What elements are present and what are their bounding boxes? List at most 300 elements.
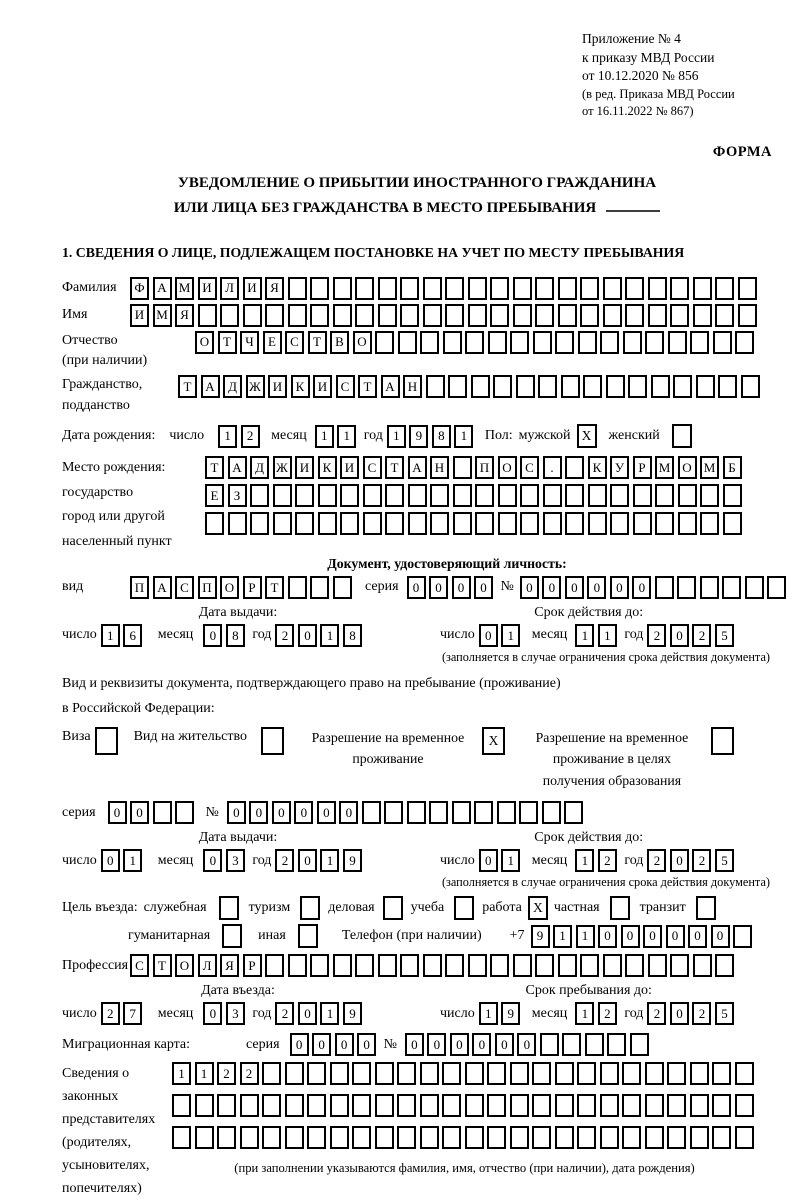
char-cell[interactable] <box>532 1062 551 1085</box>
char-cell[interactable] <box>198 304 217 327</box>
char-cell[interactable] <box>690 331 709 354</box>
char-cell[interactable] <box>610 512 629 535</box>
char-cell[interactable] <box>423 304 442 327</box>
char-cell[interactable]: 2 <box>692 1002 711 1025</box>
char-cell[interactable] <box>645 1062 664 1085</box>
char-cell[interactable] <box>352 1126 371 1149</box>
char-cell[interactable]: А <box>381 375 400 398</box>
char-cell[interactable]: 1 <box>320 849 339 872</box>
char-cell[interactable] <box>577 1126 596 1149</box>
char-cell[interactable] <box>250 512 269 535</box>
char-cell[interactable] <box>622 1094 641 1117</box>
char-cell[interactable]: Е <box>263 331 282 354</box>
char-cell[interactable] <box>318 512 337 535</box>
char-cell[interactable]: 0 <box>495 1033 514 1056</box>
char-cell[interactable]: С <box>520 456 539 479</box>
char-cell[interactable] <box>700 512 719 535</box>
char-cell[interactable] <box>519 801 538 824</box>
char-cell[interactable] <box>610 484 629 507</box>
char-cell[interactable]: Ч <box>240 331 259 354</box>
char-cell[interactable]: 0 <box>474 576 493 599</box>
char-cell[interactable] <box>423 954 442 977</box>
char-cell[interactable]: 1 <box>576 925 595 948</box>
char-cell[interactable] <box>670 954 689 977</box>
char-cell[interactable] <box>513 277 532 300</box>
char-cell[interactable]: Т <box>178 375 197 398</box>
char-cell[interactable] <box>735 1094 754 1117</box>
char-cell[interactable] <box>262 1062 281 1085</box>
char-cell[interactable] <box>468 277 487 300</box>
char-cell[interactable]: И <box>313 375 332 398</box>
char-cell[interactable] <box>565 512 584 535</box>
char-cell[interactable]: 0 <box>632 576 651 599</box>
char-cell[interactable] <box>340 484 359 507</box>
char-cell[interactable] <box>565 456 584 479</box>
char-cell[interactable] <box>715 304 734 327</box>
char-cell[interactable]: 0 <box>688 925 707 948</box>
char-cell[interactable] <box>430 512 449 535</box>
char-cell[interactable] <box>723 484 742 507</box>
char-cell[interactable]: Р <box>243 576 262 599</box>
char-cell[interactable]: Л <box>220 277 239 300</box>
char-cell[interactable]: 0 <box>272 801 291 824</box>
char-cell[interactable] <box>633 512 652 535</box>
char-cell[interactable] <box>471 375 490 398</box>
char-cell[interactable]: Е <box>205 484 224 507</box>
char-cell[interactable]: 1 <box>454 425 473 448</box>
char-cell[interactable]: 2 <box>241 425 260 448</box>
char-cell[interactable] <box>250 484 269 507</box>
char-cell[interactable] <box>453 512 472 535</box>
char-cell[interactable] <box>228 512 247 535</box>
char-cell[interactable] <box>426 375 445 398</box>
char-cell[interactable] <box>600 1126 619 1149</box>
char-cell[interactable]: Т <box>218 331 237 354</box>
char-cell[interactable]: 2 <box>101 1002 120 1025</box>
char-cell[interactable] <box>330 1126 349 1149</box>
char-cell[interactable]: Т <box>205 456 224 479</box>
char-cell[interactable] <box>580 304 599 327</box>
char-cell[interactable] <box>285 1126 304 1149</box>
char-cell[interactable] <box>580 954 599 977</box>
char-cell[interactable] <box>333 576 352 599</box>
char-cell[interactable]: 1 <box>387 425 406 448</box>
char-cell[interactable] <box>453 456 472 479</box>
char-cell[interactable]: 0 <box>452 576 471 599</box>
char-cell[interactable]: 0 <box>450 1033 469 1056</box>
char-cell[interactable] <box>288 954 307 977</box>
char-cell[interactable] <box>285 1062 304 1085</box>
char-cell[interactable]: 0 <box>587 576 606 599</box>
char-cell[interactable]: 0 <box>472 1033 491 1056</box>
char-cell[interactable] <box>555 1126 574 1149</box>
char-cell[interactable]: 5 <box>715 624 734 647</box>
char-cell[interactable] <box>195 1126 214 1149</box>
char-cell[interactable] <box>352 1062 371 1085</box>
char-cell[interactable] <box>408 512 427 535</box>
char-cell[interactable] <box>600 1094 619 1117</box>
char-cell[interactable] <box>400 954 419 977</box>
char-cell[interactable] <box>667 1094 686 1117</box>
char-cell[interactable] <box>420 331 439 354</box>
char-cell[interactable]: 0 <box>335 1033 354 1056</box>
char-cell[interactable] <box>448 375 467 398</box>
char-cell[interactable] <box>273 512 292 535</box>
char-cell[interactable] <box>585 1033 604 1056</box>
char-cell[interactable]: 0 <box>479 624 498 647</box>
char-cell[interactable] <box>516 375 535 398</box>
char-cell[interactable] <box>677 576 696 599</box>
char-cell[interactable]: О <box>678 456 697 479</box>
char-cell[interactable]: 1 <box>575 1002 594 1025</box>
char-cell[interactable] <box>535 277 554 300</box>
char-cell[interactable]: 0 <box>405 1033 424 1056</box>
char-cell[interactable]: 0 <box>357 1033 376 1056</box>
char-cell[interactable] <box>384 801 403 824</box>
char-cell[interactable]: 7 <box>123 1002 142 1025</box>
char-cell[interactable] <box>490 277 509 300</box>
char-cell[interactable]: 0 <box>517 1033 536 1056</box>
residence-permit-checkbox[interactable] <box>261 727 284 755</box>
char-cell[interactable] <box>430 484 449 507</box>
char-cell[interactable]: Т <box>385 456 404 479</box>
char-cell[interactable] <box>735 1062 754 1085</box>
char-cell[interactable] <box>445 304 464 327</box>
char-cell[interactable]: 0 <box>520 576 539 599</box>
char-cell[interactable] <box>603 277 622 300</box>
char-cell[interactable]: И <box>295 456 314 479</box>
char-cell[interactable]: 0 <box>298 1002 317 1025</box>
char-cell[interactable] <box>670 277 689 300</box>
char-cell[interactable]: И <box>130 304 149 327</box>
char-cell[interactable] <box>588 484 607 507</box>
char-cell[interactable] <box>352 1094 371 1117</box>
char-cell[interactable]: С <box>363 456 382 479</box>
char-cell[interactable]: 0 <box>427 1033 446 1056</box>
char-cell[interactable]: 2 <box>598 1002 617 1025</box>
char-cell[interactable]: А <box>228 456 247 479</box>
char-cell[interactable] <box>217 1094 236 1117</box>
char-cell[interactable] <box>205 512 224 535</box>
char-cell[interactable]: Р <box>243 954 262 977</box>
char-cell[interactable] <box>588 512 607 535</box>
char-cell[interactable]: К <box>588 456 607 479</box>
char-cell[interactable]: О <box>195 331 214 354</box>
char-cell[interactable]: 0 <box>298 624 317 647</box>
char-cell[interactable] <box>678 484 697 507</box>
char-cell[interactable]: 8 <box>432 425 451 448</box>
char-cell[interactable]: 0 <box>407 576 426 599</box>
char-cell[interactable]: С <box>130 954 149 977</box>
char-cell[interactable] <box>378 277 397 300</box>
char-cell[interactable] <box>700 484 719 507</box>
char-cell[interactable] <box>603 954 622 977</box>
char-cell[interactable]: П <box>130 576 149 599</box>
char-cell[interactable]: 0 <box>610 576 629 599</box>
char-cell[interactable]: В <box>330 331 349 354</box>
char-cell[interactable] <box>285 1094 304 1117</box>
char-cell[interactable] <box>400 304 419 327</box>
char-cell[interactable] <box>498 512 517 535</box>
purpose-transit-checkbox[interactable] <box>696 896 716 920</box>
char-cell[interactable] <box>295 484 314 507</box>
char-cell[interactable] <box>543 512 562 535</box>
char-cell[interactable]: 0 <box>227 801 246 824</box>
char-cell[interactable] <box>625 277 644 300</box>
char-cell[interactable]: 0 <box>203 1002 222 1025</box>
char-cell[interactable]: Ф <box>130 277 149 300</box>
char-cell[interactable]: Ж <box>246 375 265 398</box>
char-cell[interactable] <box>397 1126 416 1149</box>
char-cell[interactable] <box>330 1094 349 1117</box>
char-cell[interactable] <box>622 1062 641 1085</box>
char-cell[interactable]: И <box>340 456 359 479</box>
char-cell[interactable] <box>475 512 494 535</box>
purpose-study-checkbox[interactable] <box>454 896 474 920</box>
char-cell[interactable] <box>487 1094 506 1117</box>
char-cell[interactable]: А <box>201 375 220 398</box>
char-cell[interactable] <box>445 277 464 300</box>
char-cell[interactable] <box>468 304 487 327</box>
char-cell[interactable] <box>767 576 786 599</box>
char-cell[interactable] <box>712 1062 731 1085</box>
char-cell[interactable] <box>474 801 493 824</box>
char-cell[interactable] <box>600 331 619 354</box>
purpose-work-checkbox[interactable]: X <box>528 896 548 920</box>
char-cell[interactable] <box>378 954 397 977</box>
purpose-official-checkbox[interactable] <box>219 896 239 920</box>
char-cell[interactable]: К <box>318 456 337 479</box>
char-cell[interactable]: С <box>175 576 194 599</box>
temp-residence-checkbox[interactable]: X <box>482 727 505 755</box>
char-cell[interactable] <box>288 277 307 300</box>
char-cell[interactable]: 9 <box>343 849 362 872</box>
char-cell[interactable] <box>715 954 734 977</box>
char-cell[interactable] <box>262 1126 281 1149</box>
char-cell[interactable] <box>580 277 599 300</box>
char-cell[interactable]: Т <box>265 576 284 599</box>
char-cell[interactable] <box>540 1033 559 1056</box>
char-cell[interactable] <box>607 1033 626 1056</box>
char-cell[interactable]: 0 <box>312 1033 331 1056</box>
char-cell[interactable]: Н <box>430 456 449 479</box>
char-cell[interactable] <box>690 1094 709 1117</box>
char-cell[interactable] <box>625 304 644 327</box>
purpose-business-checkbox[interactable] <box>383 896 403 920</box>
char-cell[interactable] <box>375 1094 394 1117</box>
char-cell[interactable]: 0 <box>666 925 685 948</box>
char-cell[interactable]: 0 <box>294 801 313 824</box>
char-cell[interactable] <box>310 954 329 977</box>
char-cell[interactable]: Б <box>723 456 742 479</box>
char-cell[interactable] <box>453 484 472 507</box>
char-cell[interactable] <box>217 1126 236 1149</box>
char-cell[interactable] <box>442 1094 461 1117</box>
char-cell[interactable] <box>510 1126 529 1149</box>
char-cell[interactable]: 2 <box>275 1002 294 1025</box>
char-cell[interactable]: Д <box>223 375 242 398</box>
char-cell[interactable]: 1 <box>501 849 520 872</box>
char-cell[interactable] <box>487 1062 506 1085</box>
char-cell[interactable]: М <box>175 277 194 300</box>
char-cell[interactable]: 1 <box>195 1062 214 1085</box>
char-cell[interactable] <box>385 484 404 507</box>
char-cell[interactable]: 0 <box>317 801 336 824</box>
char-cell[interactable] <box>493 375 512 398</box>
char-cell[interactable]: 0 <box>621 925 640 948</box>
char-cell[interactable] <box>715 277 734 300</box>
char-cell[interactable] <box>310 304 329 327</box>
char-cell[interactable] <box>561 375 580 398</box>
char-cell[interactable] <box>558 954 577 977</box>
char-cell[interactable]: С <box>285 331 304 354</box>
char-cell[interactable]: З <box>228 484 247 507</box>
char-cell[interactable]: Т <box>358 375 377 398</box>
char-cell[interactable]: 0 <box>542 576 561 599</box>
char-cell[interactable]: 9 <box>501 1002 520 1025</box>
char-cell[interactable] <box>670 304 689 327</box>
char-cell[interactable] <box>700 576 719 599</box>
char-cell[interactable] <box>195 1094 214 1117</box>
char-cell[interactable] <box>577 1062 596 1085</box>
char-cell[interactable]: С <box>336 375 355 398</box>
char-cell[interactable] <box>420 1126 439 1149</box>
char-cell[interactable]: 0 <box>711 925 730 948</box>
char-cell[interactable] <box>362 801 381 824</box>
char-cell[interactable] <box>175 801 194 824</box>
char-cell[interactable] <box>445 954 464 977</box>
char-cell[interactable] <box>307 1062 326 1085</box>
char-cell[interactable] <box>307 1094 326 1117</box>
char-cell[interactable]: А <box>153 277 172 300</box>
char-cell[interactable] <box>564 801 583 824</box>
char-cell[interactable]: 1 <box>218 425 237 448</box>
char-cell[interactable] <box>712 1126 731 1149</box>
char-cell[interactable]: Т <box>153 954 172 977</box>
char-cell[interactable]: . <box>543 456 562 479</box>
char-cell[interactable] <box>633 484 652 507</box>
char-cell[interactable]: 2 <box>692 849 711 872</box>
char-cell[interactable] <box>693 277 712 300</box>
char-cell[interactable] <box>577 1094 596 1117</box>
char-cell[interactable]: 0 <box>479 849 498 872</box>
char-cell[interactable]: 1 <box>123 849 142 872</box>
char-cell[interactable] <box>465 1062 484 1085</box>
char-cell[interactable] <box>533 331 552 354</box>
char-cell[interactable]: 8 <box>343 624 362 647</box>
char-cell[interactable] <box>333 304 352 327</box>
char-cell[interactable] <box>397 1062 416 1085</box>
char-cell[interactable] <box>397 1094 416 1117</box>
char-cell[interactable]: 0 <box>670 624 689 647</box>
char-cell[interactable]: О <box>220 576 239 599</box>
char-cell[interactable] <box>265 954 284 977</box>
char-cell[interactable] <box>363 512 382 535</box>
char-cell[interactable]: 0 <box>108 801 127 824</box>
char-cell[interactable] <box>583 375 602 398</box>
char-cell[interactable] <box>603 304 622 327</box>
char-cell[interactable]: П <box>198 576 217 599</box>
male-checkbox[interactable]: X <box>577 424 597 448</box>
char-cell[interactable]: Я <box>265 277 284 300</box>
char-cell[interactable] <box>265 304 284 327</box>
char-cell[interactable] <box>718 375 737 398</box>
char-cell[interactable]: 0 <box>429 576 448 599</box>
char-cell[interactable] <box>288 304 307 327</box>
char-cell[interactable]: 0 <box>670 1002 689 1025</box>
char-cell[interactable]: Р <box>633 456 652 479</box>
char-cell[interactable] <box>375 1062 394 1085</box>
char-cell[interactable] <box>488 331 507 354</box>
char-cell[interactable]: 0 <box>598 925 617 948</box>
char-cell[interactable] <box>295 512 314 535</box>
char-cell[interactable] <box>538 375 557 398</box>
char-cell[interactable]: П <box>475 456 494 479</box>
char-cell[interactable] <box>262 1094 281 1117</box>
char-cell[interactable] <box>651 375 670 398</box>
char-cell[interactable] <box>400 277 419 300</box>
char-cell[interactable]: 9 <box>409 425 428 448</box>
char-cell[interactable]: 5 <box>715 1002 734 1025</box>
char-cell[interactable] <box>468 954 487 977</box>
char-cell[interactable] <box>497 801 516 824</box>
char-cell[interactable] <box>465 1094 484 1117</box>
char-cell[interactable]: 3 <box>226 849 245 872</box>
char-cell[interactable]: А <box>408 456 427 479</box>
char-cell[interactable] <box>648 304 667 327</box>
char-cell[interactable] <box>655 512 674 535</box>
char-cell[interactable] <box>738 304 757 327</box>
char-cell[interactable]: 8 <box>226 624 245 647</box>
char-cell[interactable] <box>558 304 577 327</box>
char-cell[interactable] <box>690 1126 709 1149</box>
char-cell[interactable] <box>429 801 448 824</box>
char-cell[interactable] <box>153 801 172 824</box>
char-cell[interactable] <box>532 1094 551 1117</box>
char-cell[interactable]: 1 <box>501 624 520 647</box>
char-cell[interactable]: М <box>153 304 172 327</box>
char-cell[interactable] <box>475 484 494 507</box>
char-cell[interactable] <box>355 954 374 977</box>
char-cell[interactable]: 1 <box>479 1002 498 1025</box>
char-cell[interactable]: Ж <box>273 456 292 479</box>
char-cell[interactable]: 0 <box>643 925 662 948</box>
char-cell[interactable]: Д <box>250 456 269 479</box>
char-cell[interactable] <box>648 277 667 300</box>
char-cell[interactable] <box>465 331 484 354</box>
char-cell[interactable] <box>172 1094 191 1117</box>
char-cell[interactable] <box>668 331 687 354</box>
char-cell[interactable] <box>713 331 732 354</box>
char-cell[interactable] <box>555 331 574 354</box>
char-cell[interactable] <box>363 484 382 507</box>
char-cell[interactable] <box>398 331 417 354</box>
char-cell[interactable] <box>420 1094 439 1117</box>
char-cell[interactable] <box>630 1033 649 1056</box>
char-cell[interactable] <box>510 1062 529 1085</box>
char-cell[interactable] <box>655 484 674 507</box>
char-cell[interactable] <box>442 1062 461 1085</box>
char-cell[interactable] <box>288 576 307 599</box>
char-cell[interactable] <box>623 331 642 354</box>
char-cell[interactable] <box>648 954 667 977</box>
char-cell[interactable] <box>558 277 577 300</box>
char-cell[interactable] <box>655 576 674 599</box>
char-cell[interactable] <box>407 801 426 824</box>
char-cell[interactable] <box>741 375 760 398</box>
char-cell[interactable]: 9 <box>531 925 550 948</box>
char-cell[interactable] <box>722 576 741 599</box>
